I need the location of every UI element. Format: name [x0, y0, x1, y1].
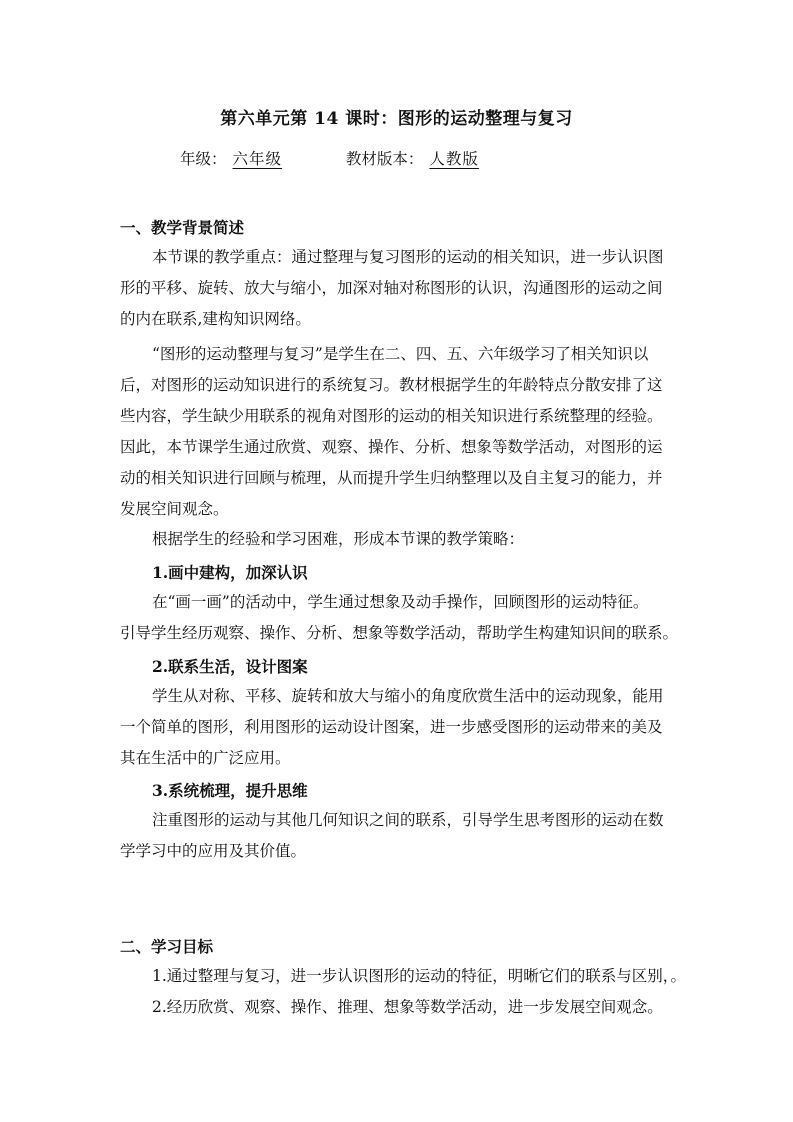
- text-line: 引导学生经历观察、操作、分析、想象等数学活动，帮助学生构建知识间的联系。: [120, 624, 679, 642]
- strategy-3-text: [120, 805, 680, 867]
- text-line: 根据学生的经验和学习困难，形成本节课的教学策略：: [152, 530, 525, 548]
- section1-paragraph-3: [120, 524, 680, 555]
- grade-value: 六年级: [232, 150, 283, 168]
- text-line: 在“画一画”的活动中，学生通过想象及动手操作，回顾图形的运动特征。: [152, 593, 649, 611]
- text-line: 学学习中的应用及其价值。: [120, 842, 307, 860]
- section2-heading: 二、学习目标: [120, 937, 214, 956]
- strategy-2-text: [120, 681, 680, 774]
- text-line: 其在生活中的广泛应用。: [120, 749, 291, 767]
- edition-label: 教材版本：: [345, 150, 424, 168]
- edition-value: 人教版: [429, 150, 479, 168]
- text-line: 一个简单的图形，利用图形的运动设计图案，进一步感受图形的运动带来的美及: [120, 718, 663, 736]
- strategy-1-text: [120, 587, 680, 649]
- text-line: 学生从对称、平移、旋转和放大与缩小的角度欣赏生活中的运动现象，能用: [152, 687, 664, 705]
- text-line: 因此，本节课学生通过欣赏、观察、操作、分析、想象等数学活动，对图形的运: [120, 438, 663, 456]
- text-line: 发展空间观念。: [120, 500, 229, 518]
- text-line: 动的相关知识进行回顾与梳理，从而提升学生归纳整理以及自主复习的能力，并: [120, 469, 663, 487]
- text-line: 本节课的教学重点：通过整理与复习图形的运动的相关知识，进一步认识图: [152, 248, 664, 266]
- page-title: 第六单元第 14 课时：图形的运动整理与复习: [220, 109, 573, 129]
- text-line: 形的平移、旋转、放大与缩小，加深对轴对称图形的认识，沟通图形的运动之间: [120, 279, 663, 297]
- text-line: 的内在联系,建构知识网络。: [120, 310, 311, 328]
- learning-goals: [120, 961, 687, 1023]
- section1-paragraph-2: [120, 339, 680, 525]
- goal-item: 2.经历欣赏、观察、操作、推理、想象等数学活动，进一步发展空间观念。: [152, 998, 663, 1016]
- goal-item: 1.通过整理与复习，进一步认识图形的运动的特征，明晰它们的联系与区别，。: [152, 967, 687, 985]
- strategy-1-heading: 1.画中建构，加深认识: [152, 563, 308, 582]
- text-line: 注重图形的运动与其他几何知识之间的联系，引导学生思考图形的运动在数: [152, 811, 664, 829]
- lesson-meta: [180, 147, 493, 169]
- text-line: 些内容，学生缺少用联系的视角对图形的运动的相关知识进行系统整理的经验。: [120, 407, 663, 425]
- strategy-3-heading: 3.系统梳理，提升思维: [152, 781, 308, 800]
- section1-paragraph-1: [120, 242, 680, 335]
- text-line: “图形的运动整理与复习”是学生在二、四、五、六年级学习了相关知识以: [152, 345, 649, 363]
- grade-label: 年级：: [180, 150, 227, 168]
- text-line: 后，对图形的运动知识进行的系统复习。教材根据学生的年龄特点分散安排了这: [120, 376, 663, 394]
- section1-heading: 一、教学背景简述: [120, 218, 245, 237]
- strategy-2-heading: 2.联系生活，设计图案: [152, 657, 308, 676]
